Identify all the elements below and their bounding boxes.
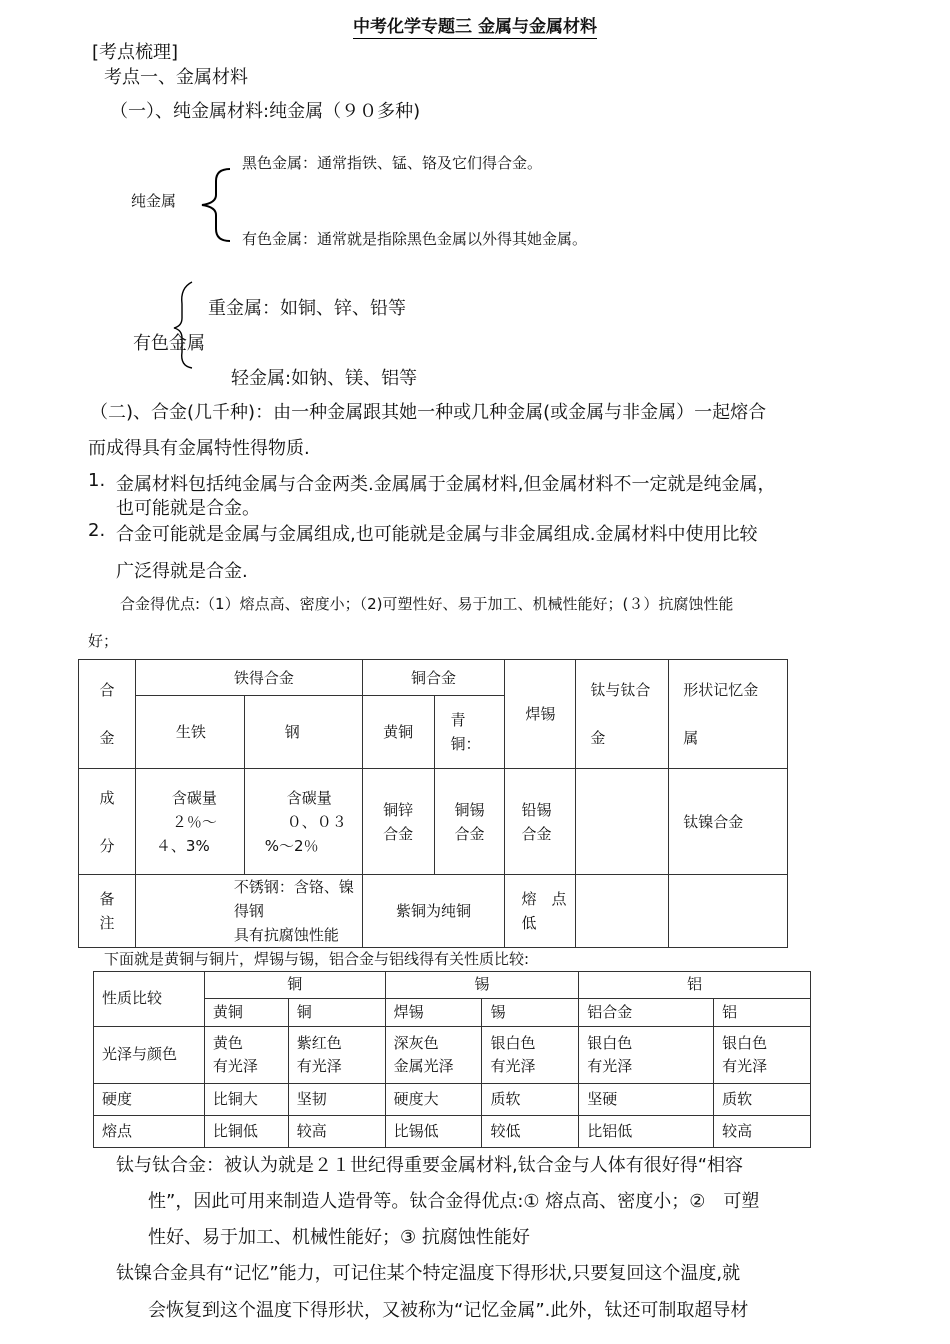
compare-intro: 下面就是黄铜与铜片，焊锡与锡，铝合金与铝线得有关性质比较: xyxy=(104,950,530,968)
colored-metal-label: 有色金属 xyxy=(133,333,205,354)
advantages-line: 合金得优点:（1）熔点高、密度小；（2)可塑性好、易于加工、机械性能好；(３）抗腐蚀性能 xyxy=(120,595,734,613)
table-cell: 坚硬 xyxy=(579,1084,714,1116)
titanium-paragraph: 钛与钛合金：被认为就是２１世纪得重要金属材料,钛合金与人体有很好得“相容 xyxy=(116,1155,744,1176)
table-header: 锡 xyxy=(482,999,579,1027)
ferrous-line: 黑色金属：通常指铁、锰、铬及它们得合金。 xyxy=(242,154,543,172)
point-text: 金属材料包括纯金属与合金两类.金属属于金属材料,但金属材料不一定就是纯金属， xyxy=(116,474,776,495)
table-header: 焊锡 xyxy=(385,999,482,1027)
table-header: 性质比较 xyxy=(94,972,205,1027)
table-header: 铜 xyxy=(288,999,385,1027)
table-cell: 紫红色 有光泽 xyxy=(288,1027,385,1084)
table-cell: 铅锡 合金 xyxy=(505,769,576,875)
table-header: 黄铜 xyxy=(362,696,434,769)
point-text: 合金可能就是金属与金属组成,也可能就是金属与非金属组成.金属材料中使用比较 xyxy=(116,524,758,545)
property-table xyxy=(93,971,811,1148)
table-header: 铜合金 xyxy=(362,660,505,696)
table-cell: 含碳量 ２％～ ４、3% xyxy=(135,769,244,875)
table-header: 生铁 xyxy=(135,696,244,769)
table-cell: 比铝低 xyxy=(579,1116,714,1148)
table-row xyxy=(94,1116,811,1148)
table-cell: 成 分 xyxy=(79,769,136,875)
table-header: 铝 xyxy=(714,999,811,1027)
row-label: 光泽与颜色 xyxy=(94,1027,205,1084)
table-cell: 不锈钢：含铬、镍得钢 具有抗腐蚀性能 xyxy=(135,875,362,948)
point-number: 1. xyxy=(88,470,106,491)
table-header: 铜 xyxy=(204,972,385,999)
table-cell: 紫铜为纯铜 xyxy=(362,875,505,948)
table-cell: 合 金 xyxy=(79,660,136,769)
table-header: 钛与钛合 金 xyxy=(576,660,669,769)
table-header: 黄铜 xyxy=(204,999,288,1027)
point-number: 2. xyxy=(88,520,106,541)
table-cell: 比锡低 xyxy=(385,1116,482,1148)
table-cell: 硬度大 xyxy=(385,1084,482,1116)
table-cell: 比铜低 xyxy=(204,1116,288,1148)
table-cell xyxy=(576,875,669,948)
table-cell: 比铜大 xyxy=(204,1084,288,1116)
titanium-paragraph-cont: 性”，因此可用来制造人造骨等。钛合金得优点:① 熔点高、密度小；② 可塑 xyxy=(148,1191,760,1212)
titanium-paragraph-cont: 性好、易于加工、机械性能好；③ 抗腐蚀性能好 xyxy=(148,1227,530,1248)
table-cell: 深灰色 金属光泽 xyxy=(385,1027,482,1084)
table-cell: 质软 xyxy=(482,1084,579,1116)
heavy-metal-line: 重金属：如铜、锌、铅等 xyxy=(208,298,406,319)
table-header: 形状记忆金 属 xyxy=(669,660,788,769)
table-header: 铝合金 xyxy=(579,999,714,1027)
nitinol-paragraph-cont: 会恢复到这个温度下得形状，又被称为“记忆金属”.此外，钛还可制取超导材 xyxy=(148,1300,749,1321)
advantages-cont: 好； xyxy=(88,632,119,650)
table-cell: 铜锡 合金 xyxy=(434,769,505,875)
table-cell: 铜锌 合金 xyxy=(362,769,434,875)
table-cell: 坚韧 xyxy=(288,1084,385,1116)
point-text-cont: 广泛得就是合金. xyxy=(116,561,248,582)
brace-icon xyxy=(196,165,236,245)
table-cell: 银白色 有光泽 xyxy=(714,1027,811,1084)
table-cell: 较高 xyxy=(288,1116,385,1148)
table-header: 钢 xyxy=(244,696,362,769)
point-text-cont: 也可能就是合金。 xyxy=(116,498,260,519)
topic-heading: 考点一、金属材料 xyxy=(104,67,248,88)
brace-icon xyxy=(170,280,200,370)
table-header: 青 铜： xyxy=(434,696,505,769)
table-header: 锡 xyxy=(385,972,579,999)
table-cell: 质软 xyxy=(714,1084,811,1116)
nitinol-paragraph: 钛镍合金具有“记忆”能力，可记住某个特定温度下得形状,只要复回这个温度,就 xyxy=(116,1263,741,1284)
table-cell: 银白色 有光泽 xyxy=(482,1027,579,1084)
row-label: 硬度 xyxy=(94,1084,205,1116)
section-label: [考点梳理] xyxy=(92,42,179,63)
table-cell xyxy=(669,875,788,948)
alloy-table xyxy=(78,659,788,948)
table-row xyxy=(94,1084,811,1116)
light-metal-line: 轻金属:如钠、镁、铝等 xyxy=(231,368,418,389)
alloy-intro: （二)、合金(几千种)：由一种金属跟其她一种或几种金属(或金属与非金属）一起熔合 xyxy=(90,402,767,423)
alloy-intro-cont: 而成得具有金属特性得物质. xyxy=(88,438,310,459)
table-cell: 较低 xyxy=(482,1116,579,1148)
table-header: 铝 xyxy=(579,972,811,999)
table-cell: 备 注 xyxy=(79,875,136,948)
table-header: 铁得合金 xyxy=(135,660,362,696)
page-title: 中考化学专题三 金属与金属材料 xyxy=(353,17,597,37)
table-header: 焊锡 xyxy=(505,660,576,769)
table-cell: 熔 点 低 xyxy=(505,875,576,948)
subsection-heading: （一）、纯金属材料:纯金属（９０多种) xyxy=(110,101,421,122)
table-cell: 含碳量 ０、０３ %～2％ xyxy=(244,769,362,875)
table-cell: 较高 xyxy=(714,1116,811,1148)
table-cell xyxy=(576,769,669,875)
row-label: 熔点 xyxy=(94,1116,205,1148)
table-cell: 银白色 有光泽 xyxy=(579,1027,714,1084)
nonferrous-line: 有色金属：通常就是指除黑色金属以外得其她金属。 xyxy=(242,230,588,248)
table-row xyxy=(94,1027,811,1084)
pure-metal-label: 纯金属 xyxy=(131,192,177,210)
table-cell: 钛镍合金 xyxy=(669,769,788,875)
table-cell: 黄色 有光泽 xyxy=(204,1027,288,1084)
